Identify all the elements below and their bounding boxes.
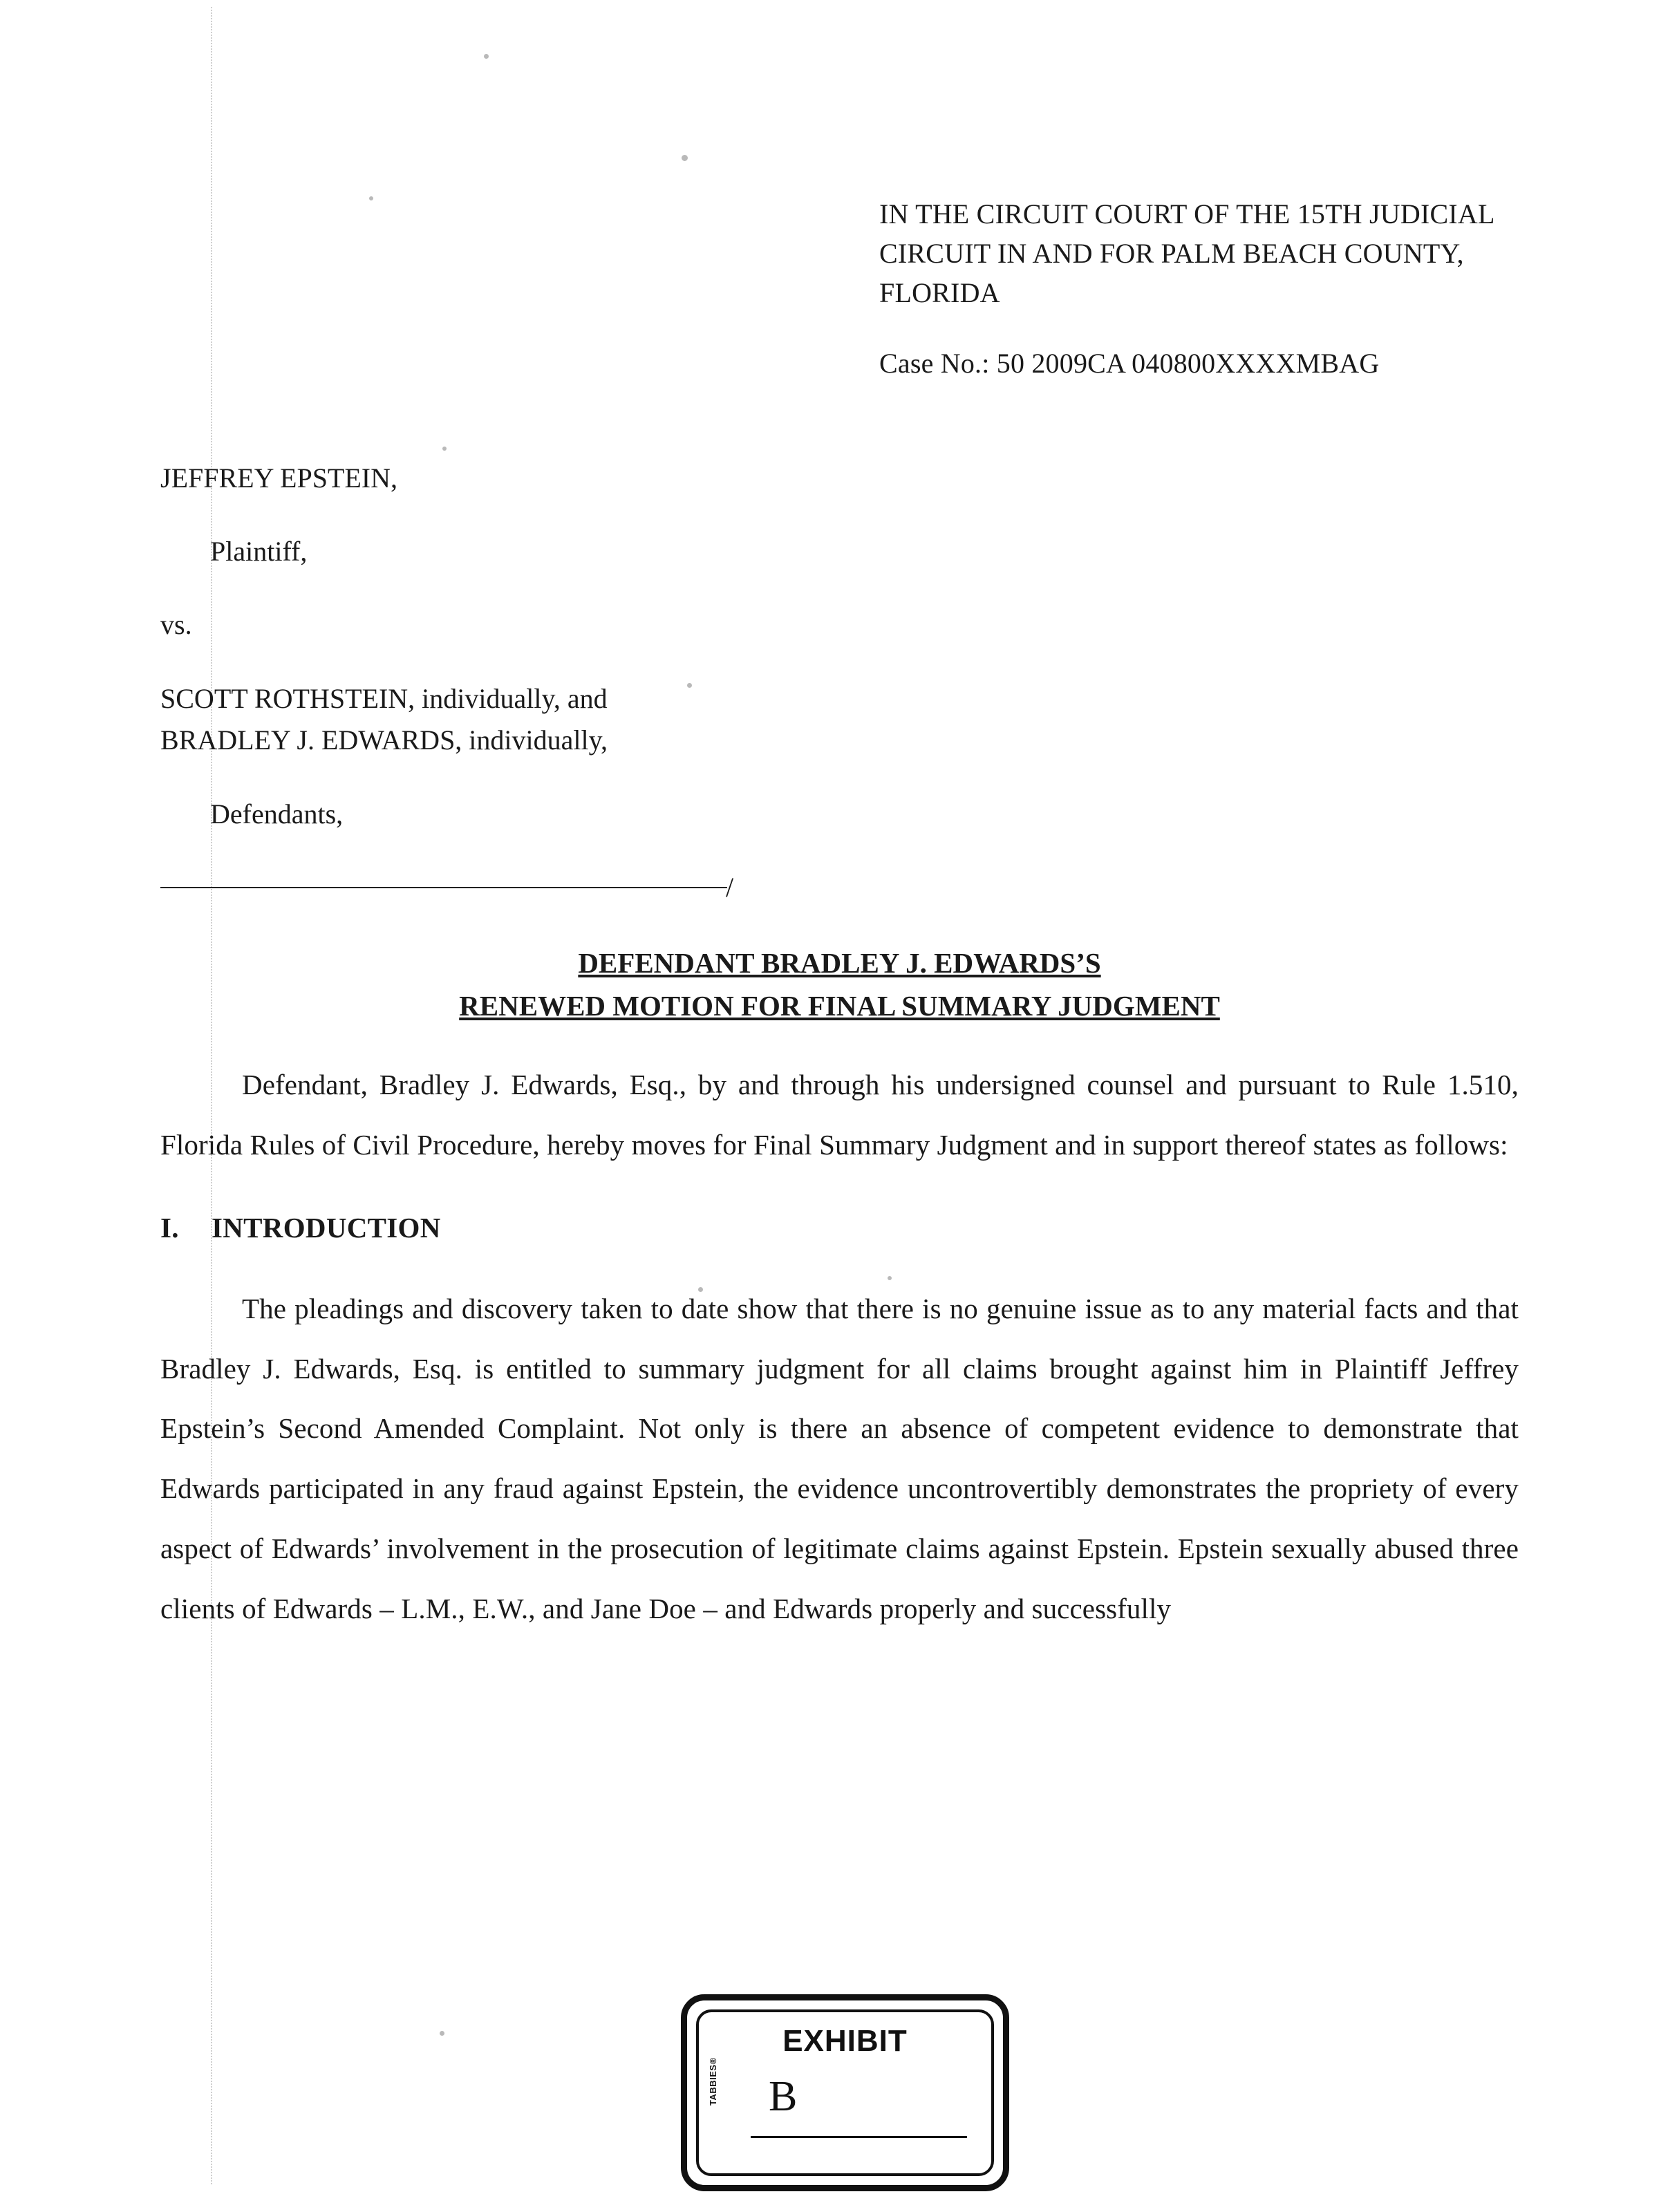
document-title-line-1: DEFENDANT BRADLEY J. EDWARDS’S: [578, 947, 1101, 980]
intro-paragraph: Defendant, Bradley J. Edwards, Esq., by and through his undersigned counsel and pursuant to Rule 1.510, Florida Rules of Civil Procedure, hereby moves for Final Summary Judgment and in support thereof states as follows:: [160, 1069, 1519, 1161]
exhibit-stamp-value-rule: [751, 2136, 967, 2138]
exhibit-stamp-side-text: TABBIES®: [708, 2057, 718, 2106]
defendant-name-2: BRADLEY J. EDWARDS, individually,: [160, 724, 608, 756]
exhibit-stamp-value: B: [769, 2073, 798, 2120]
defendant-name-1: SCOTT ROTHSTEIN, individually, and: [160, 683, 608, 715]
scan-speck: [440, 2031, 444, 2036]
caption-rule-line: [160, 887, 727, 888]
section-title: INTRODUCTION: [212, 1212, 441, 1244]
versus-label: vs.: [160, 609, 192, 641]
plaintiff-name: JEFFREY EPSTEIN,: [160, 462, 398, 494]
document-body: [160, 0, 1519, 1639]
section-heading-introduction: [160, 1206, 1519, 1251]
document-title-line-2: RENEWED MOTION FOR FINAL SUMMARY JUDGMENT: [459, 989, 1220, 1022]
court-name: IN THE CIRCUIT COURT OF THE 15TH JUDICIAL CIRCUIT IN AND FOR PALM BEACH COUNTY, FLORIDA: [879, 198, 1494, 308]
case-number: Case No.: 50 2009CA 040800XXXXMBAG: [879, 348, 1380, 379]
exhibit-stamp: [681, 1994, 1009, 2191]
document-title: [160, 942, 1519, 1027]
caption-rule-slash: /: [726, 872, 734, 903]
section-number: I.: [160, 1212, 179, 1244]
defendant-role: Defendants,: [210, 798, 344, 830]
section-1-paragraph: The pleadings and discovery taken to date show that there is no genuine issue as to any material facts and that Bradley J. Edwards, Esq. is entitled to summary judgment for all claims brought against him in Plaintiff Jeffrey Epstein’s Second Amended Complaint. Not only is there an absence of competent evidence to demonstrate that Edwards participated in any fraud against Epstein, the evidence uncontrovertibly demonstrates the propriety of every aspect of Edwards’ involvement in the prosecution of legitimate claims against Epstein. Epstein sexually abused three clients of Edwards – L.M., E.W., and Jane Doe – and Edwards properly and successfully: [160, 1292, 1519, 1625]
parties-block: [160, 458, 1519, 903]
caption-divider-rule: [160, 872, 755, 903]
plaintiff-role: Plaintiff,: [210, 536, 308, 568]
exhibit-stamp-label: EXHIBIT: [782, 2024, 908, 2058]
case-caption: [879, 195, 1522, 384]
